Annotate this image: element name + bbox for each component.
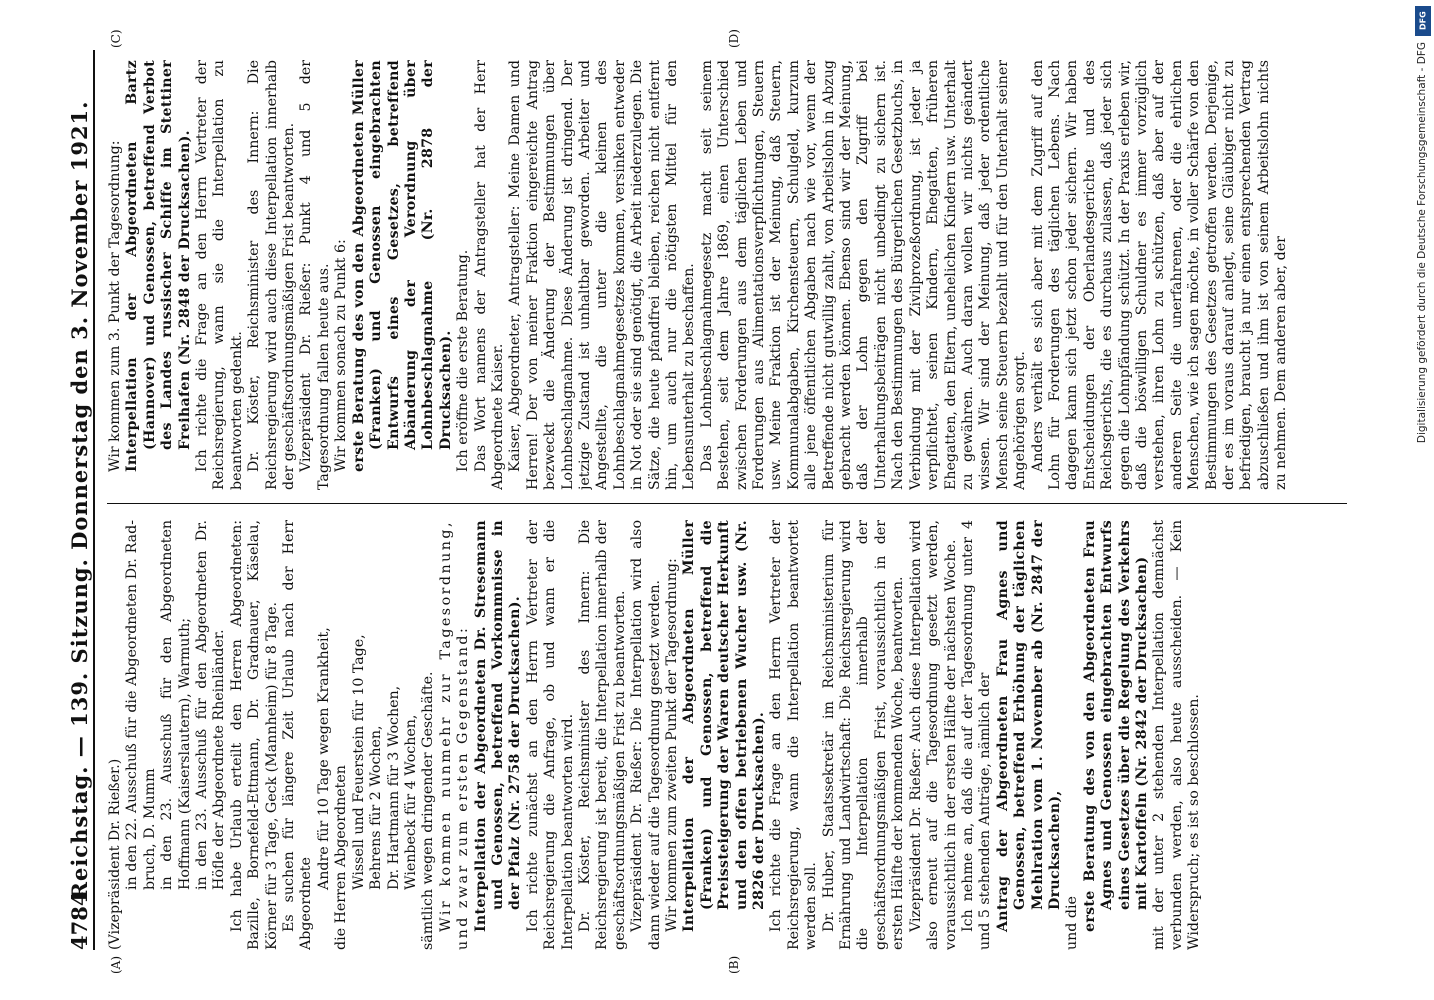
paragraph: Vizepräsident Dr. Rießer: Auch diese Interpellation wird also erneut auf die Tagesordnung gesetzt werden, voraussichtlich in der ersten Hälfte der nächsten Woche. bbox=[907, 520, 959, 950]
agenda-item: Interpellation der Abgeordneten Dr. Stresemann und Genossen, betreffend Vorkommnisse in der Pfalz (Nr. 2758 der Drucksachen). bbox=[472, 520, 524, 932]
paragraph: Das Wort namens der Antragsteller hat der Herr Abgeordnete Kaiser. bbox=[472, 60, 506, 490]
paragraph: Wir kommen zum 3. Punkt der Tagesordnung: bbox=[107, 140, 123, 472]
margin-marker-a: (A) bbox=[109, 955, 123, 974]
paragraph: und die bbox=[1064, 896, 1081, 950]
paragraph: Es suchen für längere Zeit Urlaub nach der Herr Abgeordnete bbox=[281, 520, 315, 950]
paragraph: (Vizepräsident Dr. Rießer.) bbox=[107, 758, 123, 950]
paragraph: Dr. Hartmann für 3 Wochen, bbox=[385, 685, 402, 890]
paragraph: Wissell und Feuerstein für 10 Tage, bbox=[350, 634, 367, 890]
paragraph: in den 23. Ausschuß für den Abgeordneten Hoffmann (Kaiserslautern), Warmuth; bbox=[159, 520, 193, 890]
paragraph: in den 22. Ausschuß für die Abgeordneten Dr. Rad-bruch, D. Mumm bbox=[124, 520, 158, 890]
paragraph: Ich eröffne die erste Beratung. bbox=[455, 249, 472, 472]
agenda-item: Interpellation der Abgeordneten Müller (Franken) und Genossen, betreffend die Preissteigerung der Waren deutscher Herkunft und den offen betriebenen Wucher usw. (Nr. 2826 der Drucksachen). bbox=[681, 520, 768, 932]
agenda-item: erste Beratung des von den Abgeordneten Frau Agnes und Genossen eingebrachten Entwurfs eines Gesetzes über die Regelung des Verkehrs mit Kartoffeln (Nr. 2842 der Drucksachen) bbox=[1081, 520, 1150, 932]
paragraph: Dr. Köster, Reichsminister des Innern: Die Reichsregierung wird auch diese Interpellation innerhalb der geschäftsordnungsmäßigen Frist beantworten. bbox=[246, 60, 298, 490]
agenda-item: Antrag der Abgeordneten Frau Agnes und Genossen, betreffend Erhöhung der täglichen Mehlration vom 1. November ab (Nr. 2847 der Drucksachen), bbox=[994, 520, 1063, 932]
paragraph: Ich richte die Frage an den Herrn Vertreter der Reichsregierung, wann sie die Interpellation zu beantworten gedenkt. bbox=[194, 60, 245, 490]
paragraph: Wir kommen zum zweiten Punkt der Tagesordnung: bbox=[664, 558, 680, 932]
paragraph: Wir kommen sonach zu Punkt 6: bbox=[333, 239, 350, 472]
agenda-item: Interpellation der Abgeordneten Bartz (Hannover) und Genossen, betreffend Verbot des Landes russischer Schiffe im Stettiner Freihafen (Nr. 2848 der Drucksachen). bbox=[124, 60, 193, 472]
paragraph: Wienbeck für 4 Wochen, bbox=[402, 714, 419, 890]
margin-marker-d: (D) bbox=[727, 29, 741, 48]
left-column bbox=[107, 520, 1357, 950]
dfg-credit-text: Digitalisierung gefördert durch die Deutsche Forschungsgemeinschaft - DFG bbox=[1416, 42, 1428, 444]
column-divider bbox=[107, 503, 1347, 504]
margin-marker-c: (C) bbox=[109, 29, 123, 48]
agenda-item: erste Beratung des von den Abgeordneten Müller (Franken) und Genossen eingebrachten Entwurfs eines Gesetzes, betreffend Abänderung der Verordnung über Lohnbeschlagnahme (Nr. 2878 der Drucksachen). bbox=[350, 60, 454, 472]
paragraph: Behrens für 2 Wochen, bbox=[368, 725, 385, 890]
page-header bbox=[65, 50, 95, 950]
right-column bbox=[107, 60, 1357, 490]
paragraph: Ich nehme an, daß die auf der Tagesordnung unter 4 und 5 stehenden Anträge, nämlich der bbox=[959, 520, 994, 950]
paragraph: Ich habe Urlaub erteilt den Herren Abgeordneten: Bazille, Bornefeld-Ettmann, Dr. Gradnauer, Käselau, Körner für 3 Tage, Geck (Mannheim) für 8 Tage. bbox=[228, 520, 280, 950]
paragraph: Wir kommen nunmehr zur Tagesordnung, und zwar zum ersten Gegenstand: bbox=[437, 520, 472, 950]
page-title: Reichstag. — 139. Sitzung. Donnerstag den 3. November 1921. bbox=[67, 100, 92, 900]
margin-marker-b: (B) bbox=[727, 955, 741, 974]
paragraph: Ich richte zunächst an den Herrn Vertreter der Reichsregierung die Anfrage, ob und wann er die Interpellation beantworten wird. bbox=[524, 520, 576, 950]
paragraph: Ich richte die Frage an den Herrn Vertreter der Reichsregierung, wann die Interpellation beantwortet werden soll. bbox=[768, 520, 820, 950]
paragraph: Vizepräsident Dr. Rießer: Die Interpellation wird also dann wieder auf die Tagesordnung gesetzt werden. bbox=[629, 520, 663, 950]
paragraph: Anders verhält es sich aber mit dem Zugriff auf den Lohn für Forderungen des täglichen Lebens. Nach dagegen kann sich jetzt schon jeder sichern. Wir haben Entscheidungen der Oberlandesgerichte und des Reichsgerichts, die es durchaus zulassen, daß jeder sich gegen die Lohnpfändung schützt. In der Praxis erleben wir, daß die böswilligen Schuldner es immer vorzüglich verstehen, ihren Lohn zu schützen, daß aber auf der anderen Seite die unerfahrenen, oder die ehrlichen Menschen, wie ich sagen möchte, in voller Schärfe von den Bestimmungen des Gesetzes getroffen werden. Derjenige, der es im voraus darauf anlegt, seine Gläubiger nicht zu befriedigen, braucht ja nur einen entsprechenden Vertrag abzuschließen und ihm ist von seinem Arbeitslohn nichts zu nehmen. Dem anderen aber, der bbox=[1029, 60, 1290, 490]
document-page bbox=[47, 29, 1387, 974]
paragraph: Kaiser, Abgeordneter, Antragsteller: Meine Damen und Herren! Der von meiner Fraktion eingereichte Antrag bezweckt die Änderung der Bestimmungen über Lohnbeschlagnahme. Diese Änderung ist dringend. Der jetzige Zustand ist unhaltbar geworden. Arbeiter und Angestellte, die unter die kleinen des Lohnbeschlagnahmegesetzes kommen, versinken entweder in Not oder sie sind genötigt, die Arbeit niederzulegen. Die Sätze, die heute pfandfrei bleiben, reichen nicht entfernt hin, um auch nur die nötigsten Mittel für den Lebensunterhalt zu beschaffen. bbox=[507, 60, 698, 490]
paragraph: Das Lohnbeschlagnahmegesetz macht seit seinem Bestehen, seit dem Jahre 1869, einen Unterschied zwischen Forderungen aus dem täglichen Leben und Forderungen aus Alimentationsverpflichtungen, Steuern usw. Meine Fraktion ist der Meinung, daß Steuern, Kommunalabgaben, Kirchensteuern, Schulgeld, kurzum alle jene öffentlichen Abgaben nach wie vor, wenn der Betreffende nicht gutwillig zahlt, von Arbeitslohn in Abzug gebracht werden können. Ebenso sind wir der Meinung, daß der Lohn gegen den Zugriff bei Unterhaltungsbeiträgen nicht unbedingt zu sichern ist. Nach den Bestimmungen des Bürgerlichen Gesetzbuchs, in Verbindung mit der Zivilprozeßordnung, ist jeder ja verpflichtet, seinen Kindern, Ehegatten, früheren Ehegatten, den Eltern, unehelichen Kindern usw. Unterhalt zu gewähren. Auch daran wollen wir nichts geändert wissen. Wir sind der Meinung, daß jeder ordentliche Mensch seine Steuern bezahlt und für den Unterhalt seiner Angehörigen sorgt. bbox=[698, 60, 1029, 490]
paragraph: Vizepräsident Dr. Rießer: Punkt 4 und 5 der Tagesordnung fallen heute aus. bbox=[298, 60, 332, 490]
dfg-credit bbox=[1414, 6, 1432, 566]
paragraph: in den 23. Ausschuß für den Abgeordneten Dr. Höfle der Abgeordnete Rheinländer. bbox=[194, 520, 228, 890]
paragraph: mit der unter 2 stehenden Interpellation demnächst verbunden werden, also heute ausscheiden. — Kein Widerspruch; es ist so beschlossen. bbox=[1151, 520, 1203, 950]
paragraph: Dr. Köster, Reichsminister des Innern: Die Reichsregierung ist bereit, die Interpellation innerhalb der geschäftsordnungsmäßigen Frist zu beantworten. bbox=[576, 520, 628, 950]
page-number: 4784 bbox=[67, 891, 92, 950]
paragraph: Dr. Huber, Staatssekretär im Reichsministerium für Ernährung und Landwirtschaft: Die Reichsregierung wird die Interpellation innerhalb der geschäftsordnungsmäßigen Frist, voraussichtlich in der ersten Hälfte der kommenden Woche, beantworten. bbox=[820, 520, 907, 950]
paragraph: die Herren Abgeordneten bbox=[333, 765, 350, 950]
paragraph: sämtlich wegen dringender Geschäfte. bbox=[420, 671, 437, 950]
dfg-logo: DFG bbox=[1415, 6, 1431, 36]
paragraph: Andre für 10 Tage wegen Krankheit, bbox=[315, 627, 332, 890]
